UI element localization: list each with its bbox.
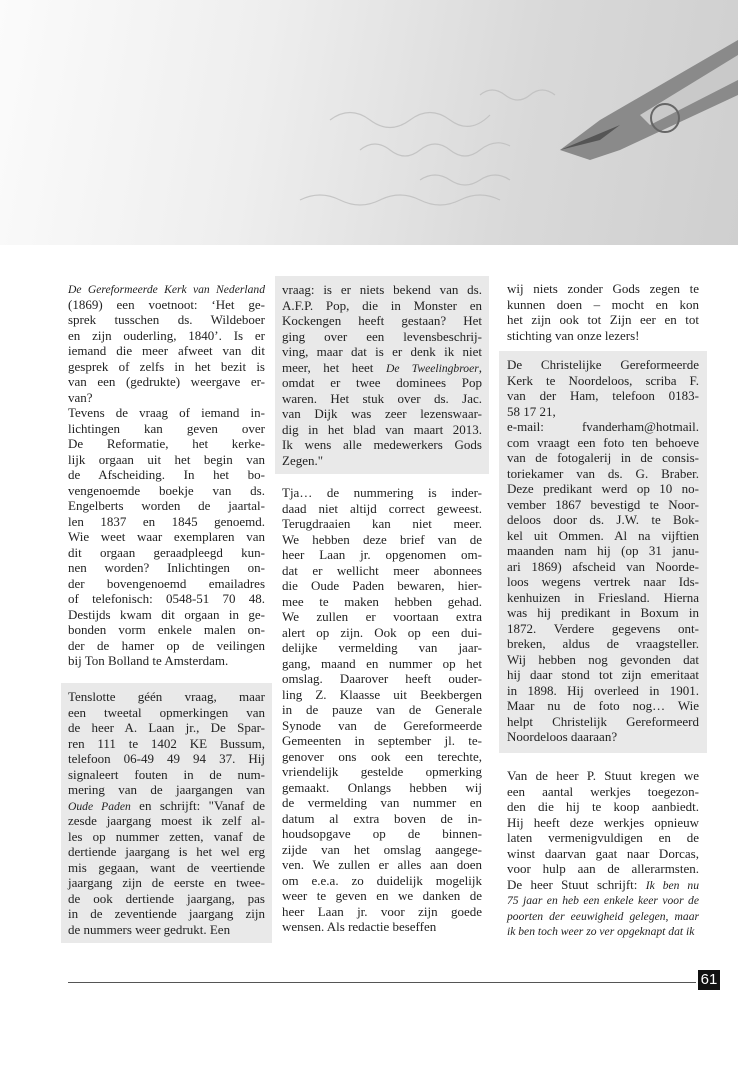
text-line: gang, maand en nummer op het xyxy=(282,655,482,671)
text-line: kenhuizen in Friesland. Hierna xyxy=(507,589,699,605)
text-line: De Reformatie, het kerke- xyxy=(68,436,265,451)
text-line: deloos door ds. J.W. te Bok- xyxy=(507,512,699,527)
text-line: Zegen." xyxy=(282,452,324,468)
fountain-pen-illustration xyxy=(0,0,738,245)
highlighted-letter-box xyxy=(61,683,272,943)
text-line: van een (gedrukte) weergave er- xyxy=(68,374,265,389)
text-line: de heer A. Laan jr., De Spar- xyxy=(68,720,265,735)
text-line: wij niets zonder Gods zegen te xyxy=(507,281,699,296)
text-line: dat er wellicht meer abonnees xyxy=(282,562,482,578)
text-line: vraag: is er niets bekend van ds. xyxy=(282,282,482,297)
text-line: poorten der eeuwigheid gelegen, maar xyxy=(507,909,699,923)
text-line: mis gegaan, want de veertiende xyxy=(68,859,265,875)
text-line: Maar nu de foto nog… Wie xyxy=(507,698,699,713)
text-line: was hij predikant in Boxum in xyxy=(507,605,699,620)
text-line: Tevens de vraag of iemand in- xyxy=(68,405,265,420)
text-line: van der Ham, telefoon 0183- xyxy=(507,388,699,403)
text-line: de vermelding van nummer en xyxy=(282,795,482,810)
text-line: zesde jaargang moest ik zelf al- xyxy=(68,813,265,828)
text-line: Deze predikant werd op 10 no- xyxy=(507,481,699,496)
text-line: voor hulp aan de allerarmsten. xyxy=(507,861,699,876)
text-line: breken, aldus de vraagsteller. xyxy=(507,636,699,651)
text-line: Ik wens alle medewerkers Gods xyxy=(282,437,482,452)
text-line: nen worden? Inlichtingen on- xyxy=(68,560,265,575)
text-line: die Oude Paden bewaren, hier- xyxy=(282,578,482,593)
text-line: Tja… de nummering is inder- xyxy=(282,485,482,500)
text-line: ving, maar dat is er denk ik niet xyxy=(282,344,482,359)
text-line: waren. Het stuk over ds. Jac. xyxy=(282,390,482,406)
text-line: Terugdraaien kan niet meer. xyxy=(282,516,482,531)
text-line: lijk orgaan uit het begin van xyxy=(68,451,265,467)
text-line: signaleert fouten in de num- xyxy=(68,766,265,782)
text-line: We hebben deze brief van de xyxy=(282,531,482,547)
text-line: of telefonisch: 0548-51 70 48. xyxy=(68,591,265,606)
text-line: zijde van het omslag aangege- xyxy=(282,841,482,857)
text-line: De Gereformeerde Kerk van Nederland xyxy=(68,283,265,296)
text-line: Kockengen heeft gestaan? Het xyxy=(282,313,482,328)
text-line: dertiende jaargang is het wel erg xyxy=(68,844,265,859)
text-line: vember 1867 bevestigd te Noor- xyxy=(507,496,699,512)
article-paragraph xyxy=(507,768,699,939)
text-line: Noordeloos daaraan? xyxy=(507,729,618,744)
text-line: weer te geven en we danken de xyxy=(282,888,482,903)
text-line: 75 jaar en heb een enkele keer voor de xyxy=(507,894,699,907)
text-line: len 1837 en 1845 genoemd. xyxy=(68,513,265,529)
text-line: winst daarvan gaat naar Dorcas, xyxy=(507,845,699,861)
text-line: in 1898. Hij overleed in 1901. xyxy=(507,682,699,698)
text-line: e-mail: fvanderham@hotmail. xyxy=(507,419,699,434)
text-line: van de fotogalerij in de consis- xyxy=(507,450,699,465)
text-line: van Dijk was zeer lezenswaar- xyxy=(282,406,482,421)
text-line: ling Z. Klaasse uit Beekbergen xyxy=(282,686,482,702)
text-line: bonden vorm enkele malen on- xyxy=(68,622,265,637)
text-line: de ook dertiende jaargang, pas xyxy=(68,890,265,906)
text-line: van? xyxy=(68,389,93,405)
text-line: het zijn ook tot Zijn eer en tot xyxy=(507,312,699,327)
editorial-reply-paragraph xyxy=(282,485,482,935)
text-line: der de hamer op de veilingen xyxy=(68,637,265,653)
text-line: delijke vermelding van jaar- xyxy=(282,640,482,655)
header-photo-pen-and-handwriting xyxy=(0,0,738,245)
text-line: omdat er twee dominees Pop xyxy=(282,375,482,390)
text-line: dit orgaan geraadpleegd kun- xyxy=(68,544,265,560)
page-number: 61 xyxy=(698,970,720,990)
text-line: lichtingen kan geven over xyxy=(68,420,265,436)
text-line: mee te maken hebben gehad. xyxy=(282,593,482,609)
text-line: den die hij te koop aanbiedt. xyxy=(507,799,699,814)
text-line: helpt Christelijk Gereformeerd xyxy=(507,713,699,729)
text-line: laten vermenigvuldigen en de xyxy=(507,830,699,845)
text-line: ren 111 te 1402 KE Bussum, xyxy=(68,735,265,751)
text-line: A.F.P. Pop, die in Monster en xyxy=(282,297,482,313)
footer-rule xyxy=(68,982,696,983)
text-line: kunnen doen – mocht en kon xyxy=(507,296,699,312)
text-line: in de pauze van de Generale xyxy=(282,702,482,717)
text-line: heer Laan jr. voor zijn goede xyxy=(282,903,482,919)
text-line: de Afscheiding. In het bo- xyxy=(68,467,265,482)
text-line: ik ben toch weer zo ver opgeknapt dat ik xyxy=(507,925,695,938)
text-line: een tweetal opmerkingen van xyxy=(68,704,265,720)
text-line: kel uit Ommen. Al na vijftien xyxy=(507,527,699,543)
text-line: dig in het blad van maart 2013. xyxy=(282,421,482,437)
text-line: genover ons ook een terechte, xyxy=(282,748,482,764)
text-line: jaargang zijn de eerste en twee- xyxy=(68,875,265,890)
text-line: vengenoemde boekje van ds. xyxy=(68,482,265,498)
text-line: De Christelijke Gereformeerde xyxy=(507,357,699,372)
text-line: omslag. Daarover heeft ouder- xyxy=(282,671,482,686)
text-line: ging over een levensbeschrij- xyxy=(282,328,482,344)
text-line: 58 17 21, xyxy=(507,403,556,419)
text-line: Oude Paden en schrijft: "Vanaf de xyxy=(68,797,265,813)
text-line: der bovengenoemd emailadres xyxy=(68,575,265,591)
text-line: loos wegens vertrek naar Ids- xyxy=(507,574,699,589)
text-line: iemand die meer afweet van dit xyxy=(68,343,265,358)
text-line: Gemeenten in september jl. te- xyxy=(282,733,482,748)
text-line: heer Laan jr. opgenomen om- xyxy=(282,547,482,562)
text-line: meer, het heet De Tweelingbroer, xyxy=(282,359,482,375)
text-line: Van de heer P. Stuut kregen we xyxy=(507,768,699,783)
text-line: Destijds kwam dit orgaan in ge- xyxy=(68,606,265,622)
text-line: Kerk te Noordeloos, scriba F. xyxy=(507,372,699,388)
text-line: datum al extra boven de in- xyxy=(282,810,482,826)
text-line: daad niet altijd correct geweest. xyxy=(282,500,482,516)
text-line: toriekamer van ds. G. Braber. xyxy=(507,465,699,481)
article-paragraph xyxy=(507,281,699,343)
highlighted-letter-box xyxy=(275,276,489,474)
text-line: ven. We zullen er alles aan doen xyxy=(282,857,482,872)
text-line: ari 1869) afscheid van Noorde- xyxy=(507,558,699,574)
text-line: alert op zijn. Ook op een dui- xyxy=(282,624,482,640)
text-line: (1869) een voetnoot: ‘Het ge- xyxy=(68,296,265,312)
text-line: en zijn ouderling, 1840’. Is er xyxy=(68,327,265,343)
text-line: vriendelijk gestelde opmerking xyxy=(282,764,482,779)
text-line: De heer Stuut schrijft: Ik ben nu xyxy=(507,876,700,892)
text-line: sprek tusschen ds. Wildeboer xyxy=(68,312,265,327)
text-line: les op nummer zetten, vanaf de xyxy=(68,828,265,844)
text-line: Wij hebben nog gevonden dat xyxy=(507,651,699,667)
article-paragraph xyxy=(68,281,265,669)
text-line: gesprek of zelfs in het bezit is xyxy=(68,358,265,374)
text-line: wensen. Als redactie beseffen xyxy=(282,919,437,934)
text-line: telefoon 06-49 49 94 37. Hij xyxy=(68,751,265,766)
text-line: mering van de jaargangen van xyxy=(68,782,265,797)
text-line: Tenslotte géén vraag, maar xyxy=(68,689,265,704)
text-line: Synode van de Gereformeerde xyxy=(282,717,482,733)
text-line: com vraagt een foto ten behoeve xyxy=(507,434,699,450)
text-line: maanden nam hij (op 31 janu- xyxy=(507,543,699,558)
text-line: om e.e.a. zo duidelijk mogelijk xyxy=(282,872,482,888)
text-line: Wie weet waar exemplaren van xyxy=(68,529,265,544)
text-line: een aantal werkjes toegezon- xyxy=(507,783,699,799)
text-line: bij Ton Bolland te Amsterdam. xyxy=(68,653,229,668)
text-line: in de zeventiende jaargang zijn xyxy=(68,906,265,921)
text-line: stichting van onze lezers! xyxy=(507,327,640,343)
text-line: hij daar stond tot zijn emeritaat xyxy=(507,667,699,682)
highlighted-request-box xyxy=(499,351,707,753)
text-line: 1872. Verdere gegevens ont- xyxy=(507,620,699,636)
text-line: Engelberts worden de jaartal- xyxy=(68,498,265,513)
text-line: We zullen er voortaan extra xyxy=(282,609,482,624)
text-line: Hij heeft deze werkjes opnieuw xyxy=(507,814,699,830)
text-line: houdsopgave op de binnen- xyxy=(282,826,482,841)
text-line: de nummers weer gedrukt. Een xyxy=(68,921,231,937)
text-line: gemaakt. Onlangs hebben wij xyxy=(282,779,482,795)
